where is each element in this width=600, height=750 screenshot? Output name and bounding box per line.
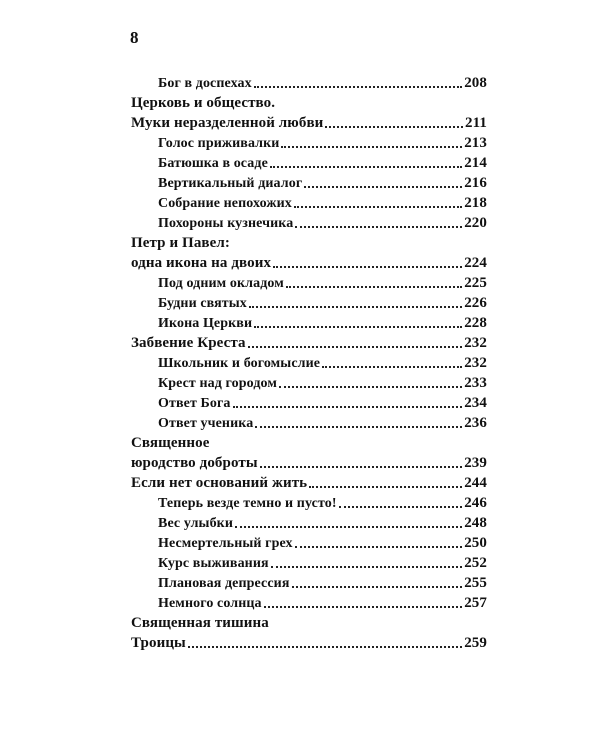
toc-entry-title: Крест над городом: [158, 376, 278, 391]
dot-leader: [309, 486, 462, 488]
toc-entry-page: 225: [464, 275, 487, 291]
toc-entry-title: Бог в доспехах: [158, 76, 252, 91]
dot-leader: [235, 526, 462, 528]
toc-entry-title: Церковь и общество.: [131, 95, 276, 111]
toc-entry: [131, 432, 487, 452]
toc-entry-title: Батюшка в осаде: [158, 156, 268, 171]
toc-entry: [131, 512, 487, 532]
toc-entry: [131, 192, 487, 212]
toc-entry-title: Курс выживания: [158, 556, 269, 571]
toc-entry-title: одна икона на двоих: [131, 255, 272, 271]
toc-entry: [131, 472, 487, 492]
toc-entry: [131, 332, 487, 352]
dot-leader: [325, 126, 463, 128]
toc-entry-title: Ответ ученика: [158, 416, 254, 431]
toc-entry: [131, 392, 487, 412]
toc-entry-page: 250: [464, 535, 487, 551]
toc-entry: [131, 532, 487, 552]
dot-leader: [273, 266, 462, 268]
toc-entry-page: 213: [464, 135, 487, 151]
toc-entry: [131, 452, 487, 472]
dot-leader: [264, 606, 463, 608]
dot-leader: [339, 506, 463, 508]
toc-entry: [131, 632, 487, 652]
toc-entry: [131, 352, 487, 372]
dot-leader: [286, 286, 462, 288]
toc-entry-title: Троицы: [131, 635, 186, 651]
toc-entry: [131, 372, 487, 392]
toc-entry-title: Петр и Павел:: [131, 235, 230, 251]
toc-entry-page: 234: [464, 395, 487, 411]
toc-entry: [131, 572, 487, 592]
toc-entry-page: 257: [464, 595, 487, 611]
toc-entry: [131, 232, 487, 252]
toc-entry-page: 239: [464, 455, 487, 471]
toc-entry-title: Под одним окладом: [158, 276, 284, 291]
toc-entry-title: Вертикальный диалог: [158, 176, 303, 191]
dot-leader: [271, 566, 463, 568]
dot-leader: [248, 346, 463, 348]
toc-entry: [131, 312, 487, 332]
toc-entry-title: Забвение Креста: [131, 335, 246, 351]
toc-entry: [131, 592, 487, 612]
table-of-contents: [131, 72, 487, 652]
dot-leader: [281, 146, 462, 148]
dot-leader: [294, 206, 462, 208]
toc-entry-title: Теперь везде темно и пусто!: [158, 496, 337, 511]
toc-entry: [131, 292, 487, 312]
dot-leader: [279, 386, 462, 388]
toc-entry-page: 211: [465, 115, 487, 131]
toc-entry: [131, 92, 487, 112]
toc-entry: [131, 152, 487, 172]
toc-entry-page: 228: [464, 315, 487, 331]
dot-leader: [254, 326, 462, 328]
toc-entry-title: Муки неразделенной любви: [131, 115, 324, 131]
toc-entry-page: 244: [464, 475, 487, 491]
toc-entry-title: Будни святых: [158, 296, 247, 311]
dot-leader: [233, 406, 463, 408]
toc-entry-page: 226: [464, 295, 487, 311]
toc-entry-page: 214: [464, 155, 487, 171]
toc-entry-title: Немного солнца: [158, 596, 262, 611]
toc-entry: [131, 212, 487, 232]
toc-entry-title: Плановая депрессия: [158, 576, 290, 591]
dot-leader: [295, 546, 463, 548]
toc-entry-page: 252: [464, 555, 487, 571]
toc-entry-title: Ответ Бога: [158, 396, 231, 411]
toc-entry-page: 224: [464, 255, 487, 271]
toc-entry: [131, 132, 487, 152]
toc-entry-page: 233: [464, 375, 487, 391]
toc-entry-page: 259: [464, 635, 487, 651]
toc-entry-page: 220: [464, 215, 487, 231]
toc-entry-page: 216: [464, 175, 487, 191]
dot-leader: [188, 646, 462, 648]
toc-entry: [131, 412, 487, 432]
toc-entry-page: 255: [464, 575, 487, 591]
toc-entry-title: Икона Церкви: [158, 316, 253, 331]
toc-entry-page: 246: [464, 495, 487, 511]
toc-entry: [131, 72, 487, 92]
dot-leader: [270, 166, 462, 168]
page-number: 8: [130, 28, 139, 47]
toc-entry-page: 236: [464, 415, 487, 431]
toc-entry-title: Вес улыбки: [158, 516, 234, 531]
toc-entry-title: Священная тишина: [131, 615, 269, 631]
toc-entry-title: Школьник и богомыслие: [158, 356, 321, 371]
toc-entry-title: Похороны кузнечика: [158, 216, 294, 231]
toc-entry: [131, 272, 487, 292]
toc-entry-title: Голос приживалки: [158, 136, 280, 151]
dot-leader: [322, 366, 462, 368]
toc-entry-title: Священное: [131, 435, 210, 451]
toc-entry: [131, 552, 487, 572]
toc-entry-title: юродство доброты: [131, 455, 258, 471]
dot-leader: [249, 306, 462, 308]
toc-entry-title: Несмертельный грех: [158, 536, 293, 551]
toc-entry: [131, 172, 487, 192]
toc-entry-title: Если нет оснований жить: [131, 475, 308, 491]
toc-entry: [131, 112, 487, 132]
toc-entry: [131, 612, 487, 632]
toc-entry-page: 232: [464, 355, 487, 371]
dot-leader: [292, 586, 463, 588]
dot-leader: [295, 226, 462, 228]
toc-entry-title: Собрание непохожих: [158, 196, 292, 211]
dot-leader: [304, 186, 462, 188]
toc-entry: [131, 492, 487, 512]
toc-entry-page: 232: [464, 335, 487, 351]
toc-entry-page: 218: [464, 195, 487, 211]
dot-leader: [255, 426, 462, 428]
toc-entry-page: 208: [464, 75, 487, 91]
toc-entry-page: 248: [464, 515, 487, 531]
dot-leader: [254, 86, 463, 88]
toc-entry: [131, 252, 487, 272]
dot-leader: [260, 466, 463, 468]
